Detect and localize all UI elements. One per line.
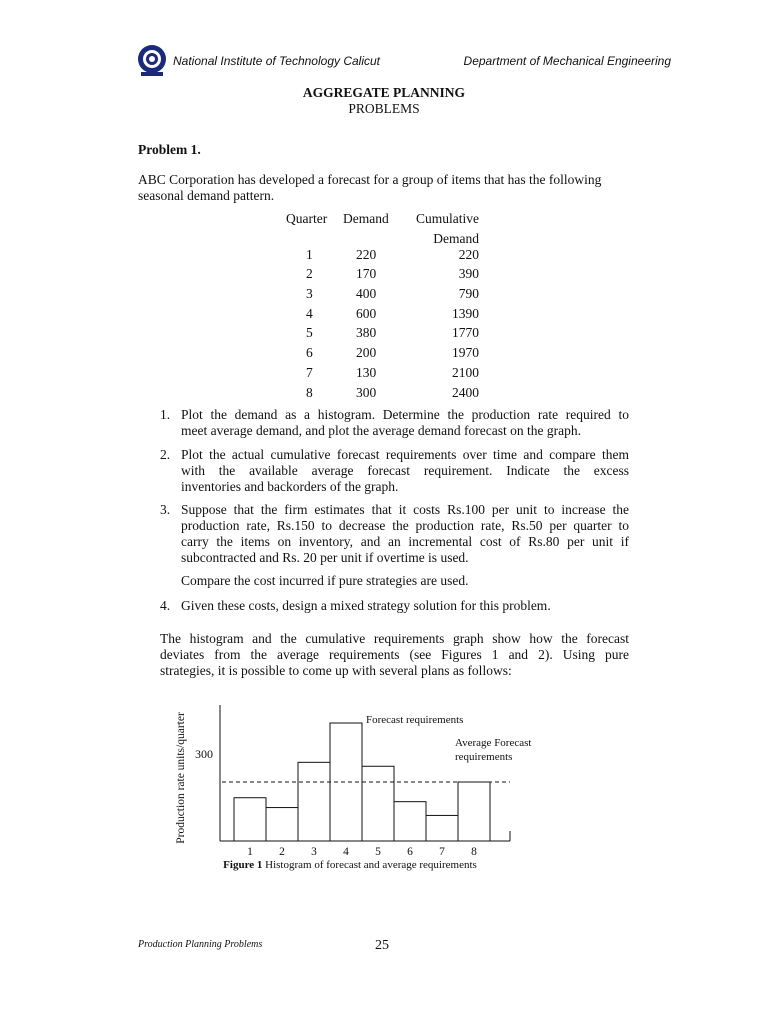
- demand-table: [286, 211, 479, 404]
- table-row: 8 300 2400: [306, 384, 479, 400]
- problem-heading: Problem 1.: [138, 142, 201, 157]
- x-tick-label: 5: [375, 846, 381, 858]
- problem-intro-line1: ABC Corporation has developed a forecast for a group of items that has the following: [138, 172, 602, 187]
- x-tick-label: 8: [471, 846, 477, 858]
- table-row: 5 380 1770: [306, 325, 479, 341]
- question-number: 1.: [160, 407, 171, 422]
- question-4: 4. Given these costs, design a mixed strategy solution for this problem.: [160, 598, 551, 613]
- bar-quarter-1: [234, 798, 266, 841]
- header-department: Department of Mechanical Engineering: [463, 54, 671, 68]
- x-tick-label: 1: [247, 846, 253, 858]
- annotation-forecast: Forecast requirements: [366, 714, 464, 726]
- y-tick-300: 300: [195, 747, 213, 761]
- figure-caption: [223, 859, 477, 871]
- table-header-demand: Demand: [343, 211, 389, 226]
- x-ticks-group: [247, 846, 477, 858]
- table-row: 3 400 790: [306, 286, 479, 302]
- table-row: 7 130 2100: [306, 364, 479, 380]
- page-subtitle: PROBLEMS: [348, 101, 420, 116]
- y-axis-label: Production rate units/quarter: [175, 712, 187, 844]
- figure-caption-text: Histogram of forecast and average requirements: [262, 859, 477, 871]
- question-number: 4.: [160, 598, 171, 613]
- question-1: 1. Plot the demand as a histogram. Determine the production rate required to meet average demand, and plot the average demand forecast on the graph.: [160, 407, 629, 438]
- institute-logo-icon: [135, 43, 169, 77]
- question-2: 2. Plot the actual cumulative forecast requirements over time and compare them with the available average forecast requirement. Indicate the excess inventories and backorders of the graph.: [160, 447, 629, 494]
- question-number: 3.: [160, 502, 171, 517]
- bar-quarter-2: [266, 808, 298, 841]
- x-tick-label: 3: [311, 846, 317, 858]
- x-tick-label: 6: [407, 846, 413, 858]
- bar-quarter-7: [426, 815, 458, 841]
- annotation-average-2: requirements: [455, 751, 513, 763]
- table-header-cumulative-demand: Demand: [433, 230, 479, 246]
- table-header-cumulative: Cumulative: [416, 211, 479, 226]
- table-row: 4 600 1390: [306, 305, 479, 321]
- bar-quarter-3: [298, 762, 330, 841]
- bar-quarter-6: [394, 802, 426, 841]
- question-3: 3. Suppose that the firm estimates that it costs Rs.100 per unit to increase the production rate, Rs.150 to decrease the production rate, Rs.50 per quarter to carry the items on inventory, and an incremental cost of Rs.80 per unit if subcontracted and Rs. 20 per unit if overtime is used. Compare the cost incurred if pure strategies are used.: [160, 502, 629, 588]
- figure-caption-label: Figure 1: [223, 859, 263, 871]
- header-institute: National Institute of Technology Calicut: [173, 54, 381, 68]
- closing-paragraph: The histogram and the cumulative requirements graph show how the forecast deviates from the average requirements (see Figures 1 and 2). Using pure strategies, it is possible to come up with several plans as follows:: [160, 631, 629, 678]
- x-tick-label: 2: [279, 846, 285, 858]
- x-tick-label: 7: [439, 846, 445, 858]
- table-row: 2 170 390: [306, 266, 479, 282]
- table-row: 1 220 220: [306, 246, 479, 262]
- histogram-chart: [160, 695, 540, 885]
- annotation-average-1: Average Forecast: [455, 737, 532, 749]
- x-tick-label: 4: [343, 846, 349, 858]
- problem-intro-line2: seasonal demand pattern.: [138, 188, 275, 203]
- question-number: 2.: [160, 447, 171, 462]
- page-number: 25: [375, 938, 389, 953]
- page-title: AGGREGATE PLANNING: [302, 85, 466, 100]
- footer-title: Production Planning Problems: [138, 939, 263, 950]
- table-row: 6 200 1970: [306, 345, 479, 361]
- institute-logo: [135, 43, 169, 77]
- bar-quarter-8: [458, 782, 490, 841]
- bar-quarter-5: [362, 766, 394, 841]
- table-header-quarter: Quarter: [286, 211, 328, 226]
